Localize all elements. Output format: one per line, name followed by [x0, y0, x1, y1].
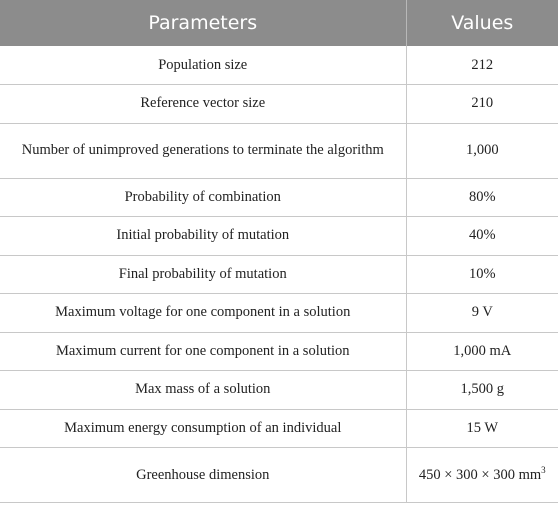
parameter-cell: Number of unimproved generations to terminate the algorithm	[0, 123, 406, 178]
value-cell: 1,000	[406, 123, 558, 178]
table-header-row	[0, 0, 558, 46]
table-row	[0, 332, 558, 371]
value-cell: 10%	[406, 255, 558, 294]
value-cell	[406, 448, 558, 503]
greenhouse-dimension-value: 450 × 300 × 300 mm	[418, 466, 542, 483]
header-parameters: Parameters	[0, 0, 406, 46]
parameter-cell: Probability of combination	[0, 178, 406, 217]
parameter-cell: Greenhouse dimension	[0, 448, 406, 503]
value-cell: 40%	[406, 217, 558, 256]
table-row	[0, 448, 558, 503]
parameter-cell: Population size	[0, 46, 406, 85]
table-row	[0, 255, 558, 294]
value-cell: 210	[406, 85, 558, 124]
parameter-cell: Reference vector size	[0, 85, 406, 124]
value-cell: 1,500 g	[406, 371, 558, 410]
parameter-cell: Max mass of a solution	[0, 371, 406, 410]
parameter-cell: Maximum current for one component in a solution	[0, 332, 406, 371]
table-row	[0, 85, 558, 124]
table-row	[0, 178, 558, 217]
table-row	[0, 294, 558, 333]
value-cell: 1,000 mA	[406, 332, 558, 371]
parameter-cell: Initial probability of mutation	[0, 217, 406, 256]
parameter-cell: Final probability of mutation	[0, 255, 406, 294]
value-cell: 80%	[406, 178, 558, 217]
parameter-cell: Maximum voltage for one component in a solution	[0, 294, 406, 333]
table-row	[0, 371, 558, 410]
table-row	[0, 123, 558, 178]
value-cell: 212	[406, 46, 558, 85]
table-row	[0, 46, 558, 85]
parameter-cell: Maximum energy consumption of an individual	[0, 409, 406, 448]
table-row	[0, 409, 558, 448]
unit-exponent: 3	[541, 464, 546, 475]
header-values: Values	[406, 0, 558, 46]
value-cell: 9 V	[406, 294, 558, 333]
table-row	[0, 217, 558, 256]
value-cell: 15 W	[406, 409, 558, 448]
